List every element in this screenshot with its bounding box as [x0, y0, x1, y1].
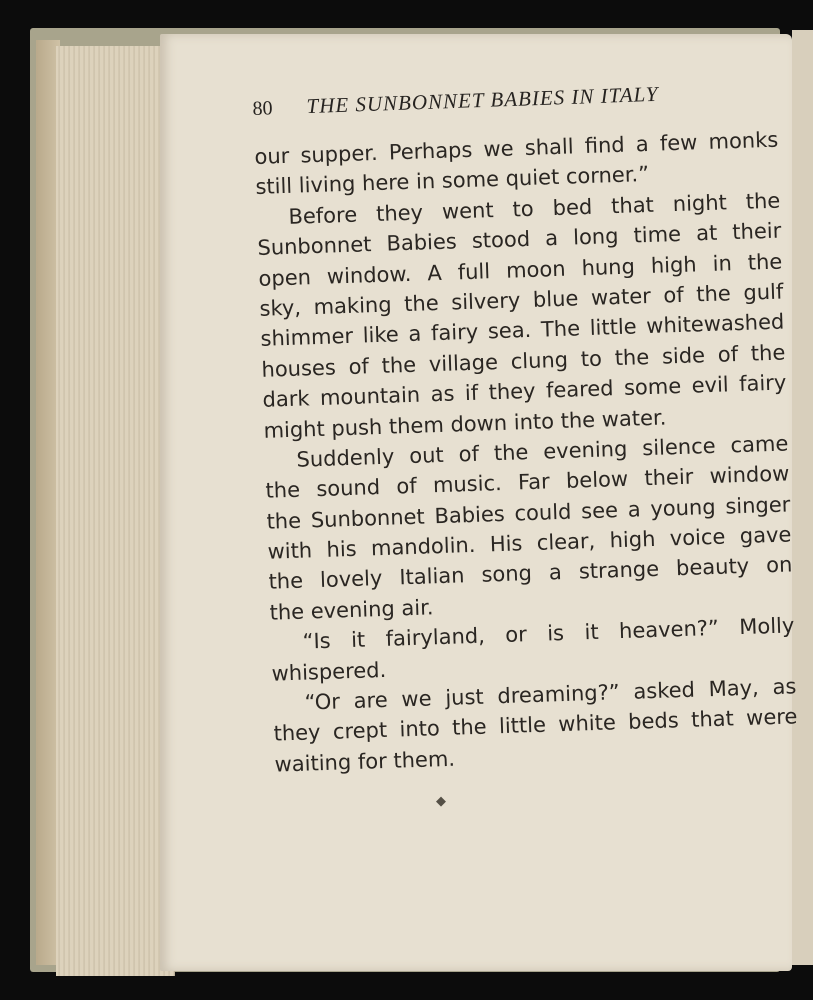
text-line: sky, making the silvery blue water of the gulf [259, 279, 784, 321]
body-text [254, 125, 799, 780]
text-line: the evening air. [269, 595, 434, 625]
ornament-mark-icon: ◆ [436, 794, 446, 809]
text-line: waiting for them. [274, 746, 456, 777]
text-line: still living here in some quiet corner.” [255, 162, 650, 200]
text-line: “Is it fairyland, or is it heaven?” Molly [302, 613, 795, 654]
text-line: whispered. [271, 657, 387, 686]
text-line: houses of the village clung to the side of the [261, 340, 786, 382]
page-edges [56, 46, 175, 976]
text-line: dark mountain as if they feared some evil fairy [262, 370, 787, 412]
text-line: Before they went to bed that night the [288, 188, 781, 229]
text-line: “Or are we just dreaming?” asked May, as [304, 674, 797, 715]
text-line: the sound of music. Far below their window [265, 461, 790, 504]
text-line: our supper. Perhaps we shall find a few monks [254, 127, 779, 169]
text-line: with his mandolin. His clear, high voice gave [267, 522, 792, 564]
text-line: might push them down into the water. [263, 405, 667, 443]
text-line: Suddenly out of the evening silence came [296, 431, 789, 472]
text-line: shimmer like a fairy sea. The little whitewashed [260, 309, 785, 352]
text-line: they crept into the little white beds that were [273, 704, 798, 747]
page-number: 80 [252, 97, 273, 120]
text-line: open window. A full moon hung high in the [258, 249, 783, 291]
text-line: the lovely Italian song a strange beauty on [268, 552, 793, 595]
running-title: THE SUNBONNET BABIES IN ITALY [306, 81, 659, 119]
facing-page-edge [792, 30, 813, 965]
text-line: the Sunbonnet Babies could see a young singer [266, 492, 791, 534]
text-line: Sunbonnet Babies stood a long time at their [257, 218, 782, 261]
